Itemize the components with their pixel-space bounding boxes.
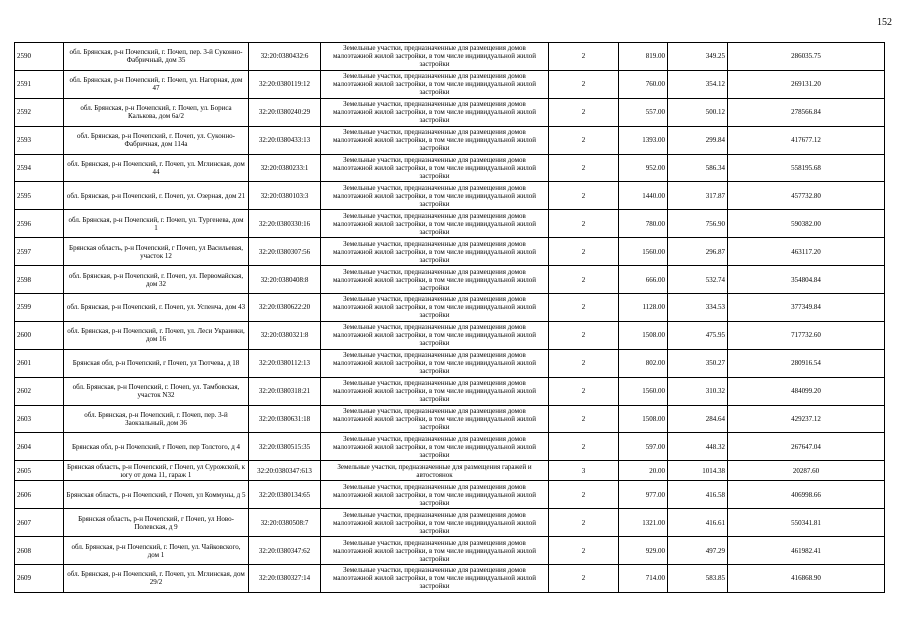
group-cell: 2 [549, 565, 619, 593]
cadastral-value-cell: 267647.04 [728, 433, 885, 461]
area-cell: 1560.00 [619, 238, 668, 266]
land-use-cell: Земельные участки, предназначенные для размещения домов малоэтажной жилой застройки, в том числе индивидуальной жилой застройки [321, 349, 549, 377]
land-use-cell: Земельные участки, предназначенные для размещения домов малоэтажной жилой застройки, в том числе индивидуальной жилой застройки [321, 321, 549, 349]
address-cell: обл. Брянская, р-н Почепский, г. Почеп, ул. Успенча, дом 43 [64, 294, 249, 322]
row-number: 2598 [15, 266, 64, 294]
group-cell: 2 [549, 126, 619, 154]
land-use-cell: Земельные участки, предназначенные для размещения домов малоэтажной жилой застройки, в том числе индивидуальной жилой застройки [321, 509, 549, 537]
row-number: 2592 [15, 98, 64, 126]
cadastral-number-cell: 32:20:0380119:12 [249, 70, 321, 98]
cadastral-number-cell: 32:20:0380103:3 [249, 182, 321, 210]
address-cell: обл. Брянская, р-н Почепский, г. Почеп, ул. Нагорная, дом 47 [64, 70, 249, 98]
address-cell: обл. Брянская, р-н Почепский, г. Почеп, ул. Мглинская, дом 29/2 [64, 565, 249, 593]
land-use-cell: Земельные участки, предназначенные для размещения домов малоэтажной жилой застройки, в том числе индивидуальной жилой застройки [321, 294, 549, 322]
land-use-cell: Земельные участки, предназначенные для размещения домов малоэтажной жилой застройки, в том числе индивидуальной жилой застройки [321, 182, 549, 210]
group-cell: 2 [549, 349, 619, 377]
cadastral-number-cell: 32:20:0380508:7 [249, 509, 321, 537]
address-cell: обл. Брянская, р-н Почепский, г. Почеп, ул. Леси Украинки, дом 16 [64, 321, 249, 349]
specific-value-cell: 586.34 [668, 154, 728, 182]
group-cell: 2 [549, 433, 619, 461]
specific-value-cell: 416.61 [668, 509, 728, 537]
land-use-cell: Земельные участки, предназначенные для размещения домов малоэтажной жилой застройки, в том числе индивидуальной жилой застройки [321, 266, 549, 294]
group-cell: 2 [549, 98, 619, 126]
page-number: 152 [877, 17, 892, 28]
area-cell: 760.00 [619, 70, 668, 98]
area-cell: 1440.00 [619, 182, 668, 210]
row-number: 2608 [15, 537, 64, 565]
cadastral-number-cell: 32:20:0380433:13 [249, 126, 321, 154]
cadastral-number-cell: 32:20:0380347:62 [249, 537, 321, 565]
area-cell: 714.00 [619, 565, 668, 593]
row-number: 2601 [15, 349, 64, 377]
specific-value-cell: 317.87 [668, 182, 728, 210]
area-cell: 780.00 [619, 210, 668, 238]
area-cell: 1393.00 [619, 126, 668, 154]
table-row [15, 377, 885, 405]
row-number: 2600 [15, 321, 64, 349]
cadastral-value-cell: 20287.60 [728, 461, 885, 481]
cadastral-number-cell: 32:20:0380330:16 [249, 210, 321, 238]
address-cell: Брянская обл, р-н Почепский, г Почеп, ул Тютчева, д 18 [64, 349, 249, 377]
area-cell: 819.00 [619, 43, 668, 71]
table-row [15, 43, 885, 71]
cadastral-value-cell: 550341.81 [728, 509, 885, 537]
group-cell: 2 [549, 266, 619, 294]
row-number: 2603 [15, 405, 64, 433]
group-cell: 3 [549, 461, 619, 481]
table-row [15, 321, 885, 349]
row-number: 2604 [15, 433, 64, 461]
cadastral-value-cell: 280916.54 [728, 349, 885, 377]
specific-value-cell: 448.32 [668, 433, 728, 461]
cadastral-value-cell: 429237.12 [728, 405, 885, 433]
cadastral-value-cell: 286035.75 [728, 43, 885, 71]
address-cell: обл. Брянская, р-н Почепский, г. Почеп, ул. Тургенева, дом 1 [64, 210, 249, 238]
cadastral-number-cell: 32:20:0380112:13 [249, 349, 321, 377]
table-row [15, 433, 885, 461]
specific-value-cell: 349.25 [668, 43, 728, 71]
specific-value-cell: 583.85 [668, 565, 728, 593]
area-cell: 952.00 [619, 154, 668, 182]
area-cell: 1128.00 [619, 294, 668, 322]
group-cell: 2 [549, 182, 619, 210]
cadastral-value-cell: 717732.60 [728, 321, 885, 349]
table-row [15, 509, 885, 537]
area-cell: 977.00 [619, 481, 668, 509]
address-cell: обл. Брянская, р-н Почепский, г. Почеп, ул. Мглинская, дом 44 [64, 154, 249, 182]
group-cell: 2 [549, 43, 619, 71]
group-cell: 2 [549, 405, 619, 433]
specific-value-cell: 475.95 [668, 321, 728, 349]
cadastral-value-cell: 461982.41 [728, 537, 885, 565]
table-body [15, 43, 885, 593]
area-cell: 597.00 [619, 433, 668, 461]
table-row [15, 182, 885, 210]
specific-value-cell: 1014.38 [668, 461, 728, 481]
group-cell: 2 [549, 154, 619, 182]
cadastral-value-cell: 590382.00 [728, 210, 885, 238]
land-use-cell: Земельные участки, предназначенные для размещения домов малоэтажной жилой застройки, в том числе индивидуальной жилой застройки [321, 377, 549, 405]
land-registry-table [14, 42, 885, 593]
table-row [15, 294, 885, 322]
specific-value-cell: 299.84 [668, 126, 728, 154]
specific-value-cell: 284.64 [668, 405, 728, 433]
group-cell: 2 [549, 481, 619, 509]
group-cell: 2 [549, 210, 619, 238]
land-use-cell: Земельные участки, предназначенные для размещения домов малоэтажной жилой застройки, в том числе индивидуальной жилой застройки [321, 210, 549, 238]
cadastral-number-cell: 32:20:0380321:8 [249, 321, 321, 349]
row-number: 2593 [15, 126, 64, 154]
table-row [15, 349, 885, 377]
area-cell: 802.00 [619, 349, 668, 377]
row-number: 2590 [15, 43, 64, 71]
row-number: 2602 [15, 377, 64, 405]
row-number: 2605 [15, 461, 64, 481]
land-use-cell: Земельные участки, предназначенные для размещения домов малоэтажной жилой застройки, в том числе индивидуальной жилой застройки [321, 154, 549, 182]
specific-value-cell: 310.32 [668, 377, 728, 405]
cadastral-number-cell: 32:20:0380347:613 [249, 461, 321, 481]
specific-value-cell: 532.74 [668, 266, 728, 294]
address-cell: обл. Брянская, р-н Почепский, г. Почеп, пер. 3-й Заокзальный, дом 36 [64, 405, 249, 433]
specific-value-cell: 354.12 [668, 70, 728, 98]
area-cell: 1560.00 [619, 377, 668, 405]
cadastral-number-cell: 32:20:0380622:20 [249, 294, 321, 322]
table-row [15, 405, 885, 433]
address-cell: обл. Брянская, р-н Почепский, г. Почеп, ул. Суконно-Фабричная, дом 114а [64, 126, 249, 154]
cadastral-number-cell: 32:20:0380432:6 [249, 43, 321, 71]
table-row [15, 266, 885, 294]
specific-value-cell: 756.90 [668, 210, 728, 238]
address-cell: обл. Брянская, р-н Почепский, г. Почеп, пер. 3-й Суконно-Фабричный, дом 35 [64, 43, 249, 71]
address-cell: обл. Брянская, р-н Почепский, г. Почеп, ул. Озерная, дом 21 [64, 182, 249, 210]
group-cell: 2 [549, 238, 619, 266]
cadastral-number-cell: 32:20:0380327:14 [249, 565, 321, 593]
cadastral-value-cell: 457732.80 [728, 182, 885, 210]
group-cell: 2 [549, 537, 619, 565]
table-row [15, 70, 885, 98]
cadastral-value-cell: 417677.12 [728, 126, 885, 154]
row-number: 2591 [15, 70, 64, 98]
group-cell: 2 [549, 70, 619, 98]
cadastral-value-cell: 484099.20 [728, 377, 885, 405]
area-cell: 20.00 [619, 461, 668, 481]
address-cell: Брянская обл, р-н Почепский, г Почеп, пер Толстого, д 4 [64, 433, 249, 461]
group-cell: 2 [549, 377, 619, 405]
address-cell: Брянская область, р-н Почепский, г Почеп, ул Васильевая, участок 12 [64, 238, 249, 266]
land-use-cell: Земельные участки, предназначенные для размещения домов малоэтажной жилой застройки, в том числе индивидуальной жилой застройки [321, 565, 549, 593]
row-number: 2609 [15, 565, 64, 593]
land-use-cell: Земельные участки, предназначенные для размещения домов малоэтажной жилой застройки, в том числе индивидуальной жилой застройки [321, 238, 549, 266]
area-cell: 666.00 [619, 266, 668, 294]
table-row [15, 537, 885, 565]
cadastral-number-cell: 32:20:0380515:35 [249, 433, 321, 461]
cadastral-number-cell: 32:20:0380134:65 [249, 481, 321, 509]
row-number: 2607 [15, 509, 64, 537]
address-cell: обл. Брянская, р-н Почепский, г. Почеп, ул. Первомайская, дом 32 [64, 266, 249, 294]
land-use-cell: Земельные участки, предназначенные для размещения домов малоэтажной жилой застройки, в том числе индивидуальной жилой застройки [321, 126, 549, 154]
cadastral-number-cell: 32:20:0380631:18 [249, 405, 321, 433]
cadastral-value-cell: 558195.68 [728, 154, 885, 182]
table-row [15, 481, 885, 509]
land-use-cell: Земельные участки, предназначенные для размещения домов малоэтажной жилой застройки, в том числе индивидуальной жилой застройки [321, 405, 549, 433]
address-cell: обл. Брянская, р-н Почепский, г. Почеп, ул. Чайковского, дом 1 [64, 537, 249, 565]
specific-value-cell: 416.58 [668, 481, 728, 509]
address-cell: Брянская область, р-н Почепский, г Почеп, ул Ново-Полевская, д 9 [64, 509, 249, 537]
cadastral-number-cell: 32:20:0380307:56 [249, 238, 321, 266]
land-use-cell: Земельные участки, предназначенные для размещения домов малоэтажной жилой застройки, в том числе индивидуальной жилой застройки [321, 43, 549, 71]
row-number: 2597 [15, 238, 64, 266]
cadastral-value-cell: 416868.90 [728, 565, 885, 593]
land-use-cell: Земельные участки, предназначенные для размещения домов малоэтажной жилой застройки, в том числе индивидуальной жилой застройки [321, 98, 549, 126]
table-row [15, 210, 885, 238]
table-row [15, 565, 885, 593]
specific-value-cell: 334.53 [668, 294, 728, 322]
area-cell: 1321.00 [619, 509, 668, 537]
address-cell: обл. Брянская, р-н Почепский, г. Почеп, ул. Тамбовская, участок N32 [64, 377, 249, 405]
specific-value-cell: 497.29 [668, 537, 728, 565]
table-row [15, 98, 885, 126]
area-cell: 557.00 [619, 98, 668, 126]
row-number: 2606 [15, 481, 64, 509]
row-number: 2596 [15, 210, 64, 238]
cadastral-value-cell: 354804.84 [728, 266, 885, 294]
address-cell: Брянская область, р-н Почепский, г Почеп, ул Коммуны, д 5 [64, 481, 249, 509]
land-use-cell: Земельные участки, предназначенные для размещения домов малоэтажной жилой застройки, в том числе индивидуальной жилой застройки [321, 433, 549, 461]
land-use-cell: Земельные участки, предназначенные для размещения домов малоэтажной жилой застройки, в том числе индивидуальной жилой застройки [321, 70, 549, 98]
land-use-cell: Земельные участки, предназначенные для размещения гаражей и автостоянок [321, 461, 549, 481]
cadastral-value-cell: 406998.66 [728, 481, 885, 509]
group-cell: 2 [549, 509, 619, 537]
specific-value-cell: 296.87 [668, 238, 728, 266]
cadastral-number-cell: 32:20:0380233:1 [249, 154, 321, 182]
table-row [15, 238, 885, 266]
table-row [15, 154, 885, 182]
cadastral-number-cell: 32:20:0380408:8 [249, 266, 321, 294]
row-number: 2594 [15, 154, 64, 182]
area-cell: 1508.00 [619, 321, 668, 349]
table-row [15, 461, 885, 481]
table-row [15, 126, 885, 154]
address-cell: Брянская область, р-н Почепский, г Почеп, ул Сурожской, к югу от дома 11, гараж 1 [64, 461, 249, 481]
land-use-cell: Земельные участки, предназначенные для размещения домов малоэтажной жилой застройки, в том числе индивидуальной жилой застройки [321, 481, 549, 509]
area-cell: 1508.00 [619, 405, 668, 433]
cadastral-number-cell: 32:20:0380240:29 [249, 98, 321, 126]
cadastral-value-cell: 278566.84 [728, 98, 885, 126]
specific-value-cell: 500.12 [668, 98, 728, 126]
area-cell: 929.00 [619, 537, 668, 565]
cadastral-number-cell: 32:20:0380318:21 [249, 377, 321, 405]
land-use-cell: Земельные участки, предназначенные для размещения домов малоэтажной жилой застройки, в том числе индивидуальной жилой застройки [321, 537, 549, 565]
group-cell: 2 [549, 321, 619, 349]
address-cell: обл. Брянская, р-н Почепский, г. Почеп, ул. Бориса Калькова, дом 6а/2 [64, 98, 249, 126]
row-number: 2599 [15, 294, 64, 322]
specific-value-cell: 350.27 [668, 349, 728, 377]
cadastral-value-cell: 463117.20 [728, 238, 885, 266]
cadastral-value-cell: 377349.84 [728, 294, 885, 322]
group-cell: 2 [549, 294, 619, 322]
cadastral-value-cell: 269131.20 [728, 70, 885, 98]
row-number: 2595 [15, 182, 64, 210]
